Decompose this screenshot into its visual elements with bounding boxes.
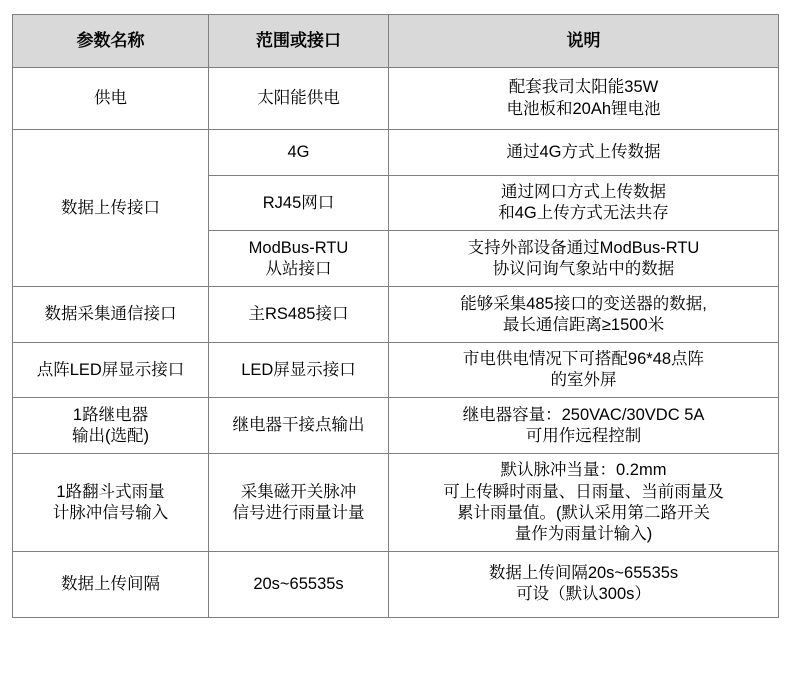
- cell-description: [389, 231, 779, 287]
- table-row: [13, 343, 779, 398]
- cell-text-line: 数据采集通信接口: [44, 305, 177, 324]
- cell-text-line: 通过网口方式上传数据: [501, 183, 666, 201]
- cell-text-line: 1路继电器: [72, 405, 149, 424]
- cell-range-interface: [209, 130, 389, 176]
- cell-range-interface: [209, 551, 389, 617]
- cell-text-line: 1路翻斗式雨量: [56, 482, 165, 501]
- cell-description: [389, 68, 779, 130]
- cell-text-line: 能够采集485接口的变送器的数据,: [460, 294, 707, 313]
- cell-description: [389, 176, 779, 231]
- cell-text-line: 从站接口: [265, 259, 332, 278]
- table-row: [13, 287, 779, 343]
- cell-text-line: 通过4G方式上传数据: [506, 142, 661, 161]
- cell-parameter-name: [13, 551, 209, 617]
- cell-range-interface: [209, 454, 389, 551]
- cell-text-line: 4G: [287, 142, 310, 161]
- cell-range-interface: [209, 287, 389, 343]
- cell-description: [389, 343, 779, 398]
- cell-text-line: 可上传瞬时雨量、日雨量、当前雨量及: [443, 482, 724, 501]
- cell-text-line: 信号进行雨量计量: [232, 503, 365, 522]
- table-header-row: [13, 15, 779, 68]
- cell-text-line: 市电供电情况下可搭配96*48点阵: [462, 350, 705, 369]
- table-row: [13, 551, 779, 617]
- cell-text-line: 支持外部设备通过ModBus-RTU: [467, 238, 700, 257]
- cell-text-line: 采集磁开关脉冲: [240, 482, 357, 501]
- cell-text-line: 可用作远程控制: [525, 426, 642, 445]
- table-row: [13, 454, 779, 551]
- cell-text-line: 最长通信距离≥1500米: [502, 315, 665, 334]
- cell-text-line: 继电器容量：250VAC/30VDC 5A: [462, 405, 705, 424]
- cell-text-line: 太阳能供电: [257, 88, 340, 107]
- cell-text-line: 配套我司太阳能35W: [508, 78, 659, 97]
- cell-description: [389, 551, 779, 617]
- cell-text-line: 点阵LED屏显示接口: [36, 360, 185, 379]
- cell-text-line: 20s~65535s: [253, 574, 344, 593]
- cell-parameter-name: [13, 130, 209, 287]
- cell-range-interface: [209, 231, 389, 287]
- cell-text-line: 主RS485接口: [248, 305, 349, 324]
- table-header: [13, 15, 779, 68]
- cell-range-interface: [209, 343, 389, 398]
- table-row: [13, 68, 779, 130]
- specification-table: [12, 14, 779, 618]
- cell-text-line: ModBus-RTU: [248, 238, 349, 257]
- cell-text-line: 的室外屏: [550, 371, 617, 390]
- cell-range-interface: [209, 68, 389, 130]
- cell-description: [389, 130, 779, 176]
- cell-text-line: 计脉冲信号输入: [52, 503, 169, 522]
- cell-text-line: 协议问询气象站中的数据: [492, 259, 675, 278]
- cell-text-line: 和4G上传方式无法共存: [498, 204, 669, 223]
- cell-parameter-name: [13, 398, 209, 454]
- cell-text-line: 电池板和20Ah锂电池: [506, 99, 661, 118]
- cell-text-line: 继电器干接点输出: [232, 416, 365, 435]
- cell-parameter-name: [13, 68, 209, 130]
- cell-description: [389, 287, 779, 343]
- column-header-parameter-name: 参数名称: [13, 15, 209, 68]
- cell-parameter-name: [13, 454, 209, 551]
- cell-text-line: 量作为雨量计输入): [514, 524, 653, 543]
- cell-description: [389, 454, 779, 551]
- cell-text-line: 供电: [94, 88, 127, 107]
- cell-text-line: 输出(选配): [72, 426, 149, 445]
- cell-text-line: 数据上传接口: [61, 198, 160, 217]
- cell-text-line: 默认脉冲当量：0.2mm: [500, 461, 667, 480]
- cell-text-line: RJ45网口: [262, 193, 335, 212]
- cell-parameter-name: [13, 287, 209, 343]
- cell-text-line: 可设（默认300s）: [516, 585, 651, 604]
- cell-description: [389, 398, 779, 454]
- cell-text-line: LED屏显示接口: [241, 360, 356, 379]
- cell-range-interface: [209, 398, 389, 454]
- table-body: [13, 68, 779, 618]
- column-header-range-interface: 范围或接口: [209, 15, 389, 68]
- cell-text-line: 数据上传间隔: [61, 574, 160, 593]
- table-row: [13, 398, 779, 454]
- cell-range-interface: [209, 176, 389, 231]
- column-header-description: 说明: [389, 15, 779, 68]
- cell-parameter-name: [13, 343, 209, 398]
- cell-text-line: 数据上传间隔20s~65535s: [488, 564, 679, 583]
- table-row: [13, 130, 779, 176]
- cell-text-line: 累计雨量值。(默认采用第二路开关: [457, 503, 710, 522]
